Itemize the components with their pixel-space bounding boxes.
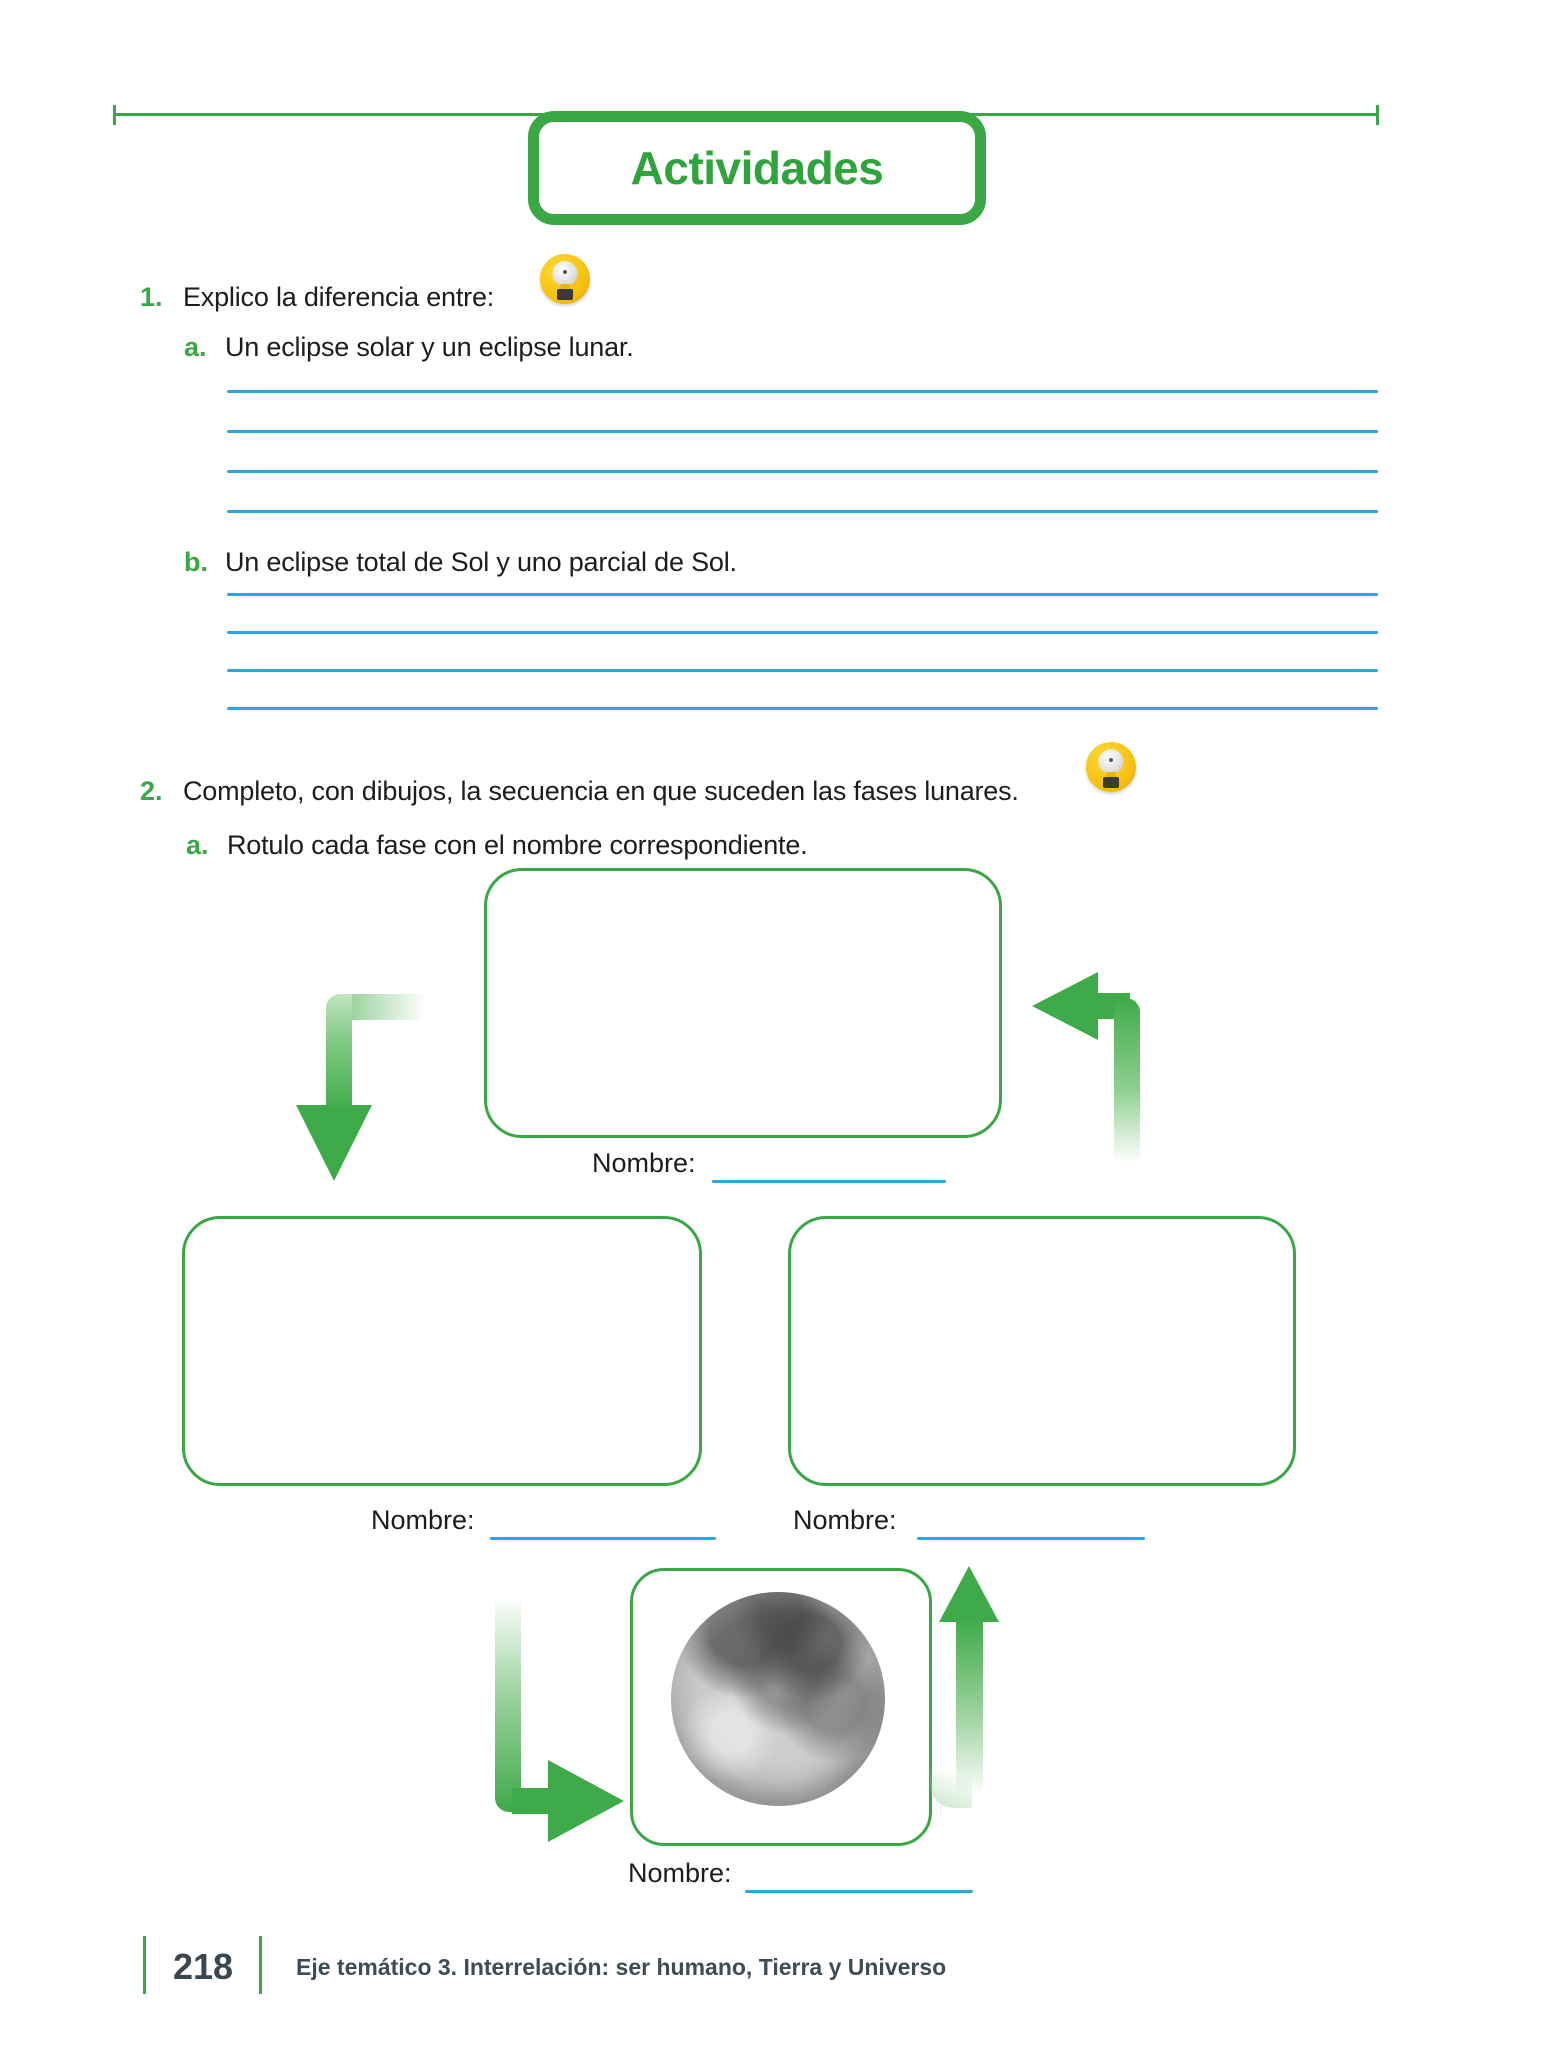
- lightbulb-icon: [540, 254, 590, 304]
- nombre-field-left[interactable]: [490, 1537, 716, 1540]
- nombre-label-top: Nombre:: [592, 1148, 696, 1178]
- arrow-down-tail: [352, 994, 430, 1020]
- header-rule-right-tick: [1376, 105, 1379, 125]
- answer-line[interactable]: [227, 631, 1378, 634]
- answer-line[interactable]: [227, 430, 1378, 433]
- answer-line[interactable]: [227, 707, 1378, 710]
- full-moon-image: [671, 1592, 885, 1806]
- phase-drawing-box-left[interactable]: [182, 1216, 702, 1486]
- item-1a-text: Un eclipse solar y un eclipse lunar.: [225, 332, 634, 362]
- arrow-down-bar: [326, 994, 352, 1108]
- item-1a-label: a.: [184, 332, 207, 362]
- nombre-field-right[interactable]: [917, 1537, 1145, 1540]
- answer-line[interactable]: [227, 669, 1378, 672]
- footer-bar-left: [143, 1936, 146, 1994]
- header-rule-left-tick: [113, 105, 116, 125]
- phase-drawing-box-right[interactable]: [788, 1216, 1296, 1486]
- nombre-label-bottom: Nombre:: [628, 1858, 732, 1888]
- footer-text: Eje temático 3. Interrelación: ser humano, Tierra y Universo: [296, 1954, 947, 1980]
- bulb-filament-dot: [563, 270, 567, 274]
- answer-line[interactable]: [227, 390, 1378, 393]
- arrow-up-hook: [930, 1762, 972, 1808]
- arrow-right-bar: [495, 1596, 521, 1812]
- item-2a-text: Rotulo cada fase con el nombre correspondiente.: [227, 830, 808, 860]
- arrow-left-icon: [1032, 972, 1098, 1040]
- arrow-right-icon: [548, 1760, 624, 1842]
- nombre-label-left: Nombre:: [371, 1505, 475, 1535]
- bulb-filament-dot: [1109, 758, 1113, 762]
- lightbulb-icon: [1086, 742, 1136, 792]
- arrow-down-icon: [296, 1105, 372, 1181]
- answer-line[interactable]: [227, 593, 1378, 596]
- bulb-base: [1103, 777, 1119, 788]
- nombre-field-top[interactable]: [712, 1180, 946, 1183]
- arrow-up-icon: [939, 1566, 999, 1622]
- activities-banner: [528, 111, 986, 225]
- answer-line[interactable]: [227, 470, 1378, 473]
- nombre-field-bottom[interactable]: [745, 1890, 973, 1893]
- nombre-label-right: Nombre:: [793, 1505, 897, 1535]
- question-2-text: Completo, con dibujos, la secuencia en que suceden las fases lunares.: [183, 776, 1019, 806]
- question-1-text: Explico la diferencia entre:: [183, 282, 495, 312]
- arrow-left-bar: [1114, 998, 1140, 1163]
- bulb-base: [557, 289, 573, 300]
- item-2a-label: a.: [186, 830, 209, 860]
- footer-bar-right: [259, 1936, 262, 1994]
- item-1b-text: Un eclipse total de Sol y uno parcial de Sol.: [225, 547, 737, 577]
- answer-line[interactable]: [227, 510, 1378, 513]
- question-2-number: 2.: [140, 776, 163, 806]
- page-title: Actividades: [630, 142, 884, 194]
- question-1-number: 1.: [140, 282, 163, 312]
- page-number: 218: [172, 1946, 234, 1987]
- phase-drawing-box-top[interactable]: [484, 868, 1002, 1138]
- item-1b-label: b.: [184, 547, 208, 577]
